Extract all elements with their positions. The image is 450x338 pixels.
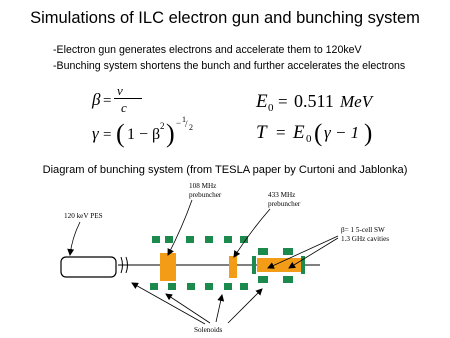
bullet-electron-gun: -Electron gun generates electrons and accelerate them to 120keV (53, 44, 362, 56)
solenoid-block (186, 236, 194, 243)
label-cavities-line1: β= 1 5-cell SW (341, 226, 385, 234)
label-solenoids: Solenoids (194, 326, 223, 334)
solenoid-block (168, 283, 176, 290)
e0-symbol: E (256, 91, 268, 112)
electron-gun-box (61, 257, 116, 277)
arrow-pes (70, 222, 80, 255)
t-e-symbol: E (293, 122, 305, 143)
prebuncher-108mhz (160, 253, 176, 281)
solenoid-block (240, 283, 248, 290)
beta-numerator: v (117, 83, 123, 98)
t-e-subscript: 0 (306, 133, 312, 145)
exponent-slash: / (185, 119, 188, 129)
arrow-solenoid-2 (166, 294, 210, 323)
beta-squared-exponent: 2 (160, 121, 165, 131)
right-paren: ) (364, 120, 373, 147)
exponent-denominator: 2 (189, 123, 193, 132)
exponent-numerator: 1 (182, 115, 186, 124)
equation-e0 (255, 91, 375, 114)
solenoid-block (224, 236, 232, 243)
arrow-108 (168, 200, 192, 255)
t-symbol: T (256, 122, 267, 143)
equals-sign: = (276, 123, 286, 142)
label-108-line1: 108 MHz (189, 182, 217, 190)
solenoid-block (187, 283, 195, 290)
solenoid-block (152, 236, 160, 243)
equals-sign: = (103, 127, 112, 143)
arrow-solenoid-4 (228, 289, 262, 323)
solenoid-block (205, 236, 213, 243)
solenoid-block (205, 283, 213, 290)
gamma-symbol: γ (92, 124, 99, 143)
e0-subscript: 0 (268, 102, 274, 114)
equation-kinetic-energy (256, 120, 372, 147)
solenoid-block (224, 283, 232, 290)
label-cavities-line2: 1.3 GHz cavities (341, 235, 390, 243)
solenoid-block (165, 236, 173, 243)
label-433-line2: prebuncher (268, 200, 301, 208)
equation-gamma (92, 115, 193, 148)
equals-sign: = (103, 93, 112, 109)
label-pes: 120 keV PES (64, 212, 103, 220)
left-paren: ( (116, 119, 125, 148)
e0-unit: MeV (340, 92, 373, 111)
t-inner: γ − 1 (324, 123, 360, 142)
e0-value: 0.511 (294, 91, 334, 111)
beta-symbol: β (92, 90, 101, 109)
arrow-cavity-2 (289, 238, 338, 268)
arrow-solenoid-3 (216, 295, 222, 322)
solenoid-block (283, 276, 293, 283)
right-paren: ) (166, 119, 175, 148)
equals-sign: = (278, 92, 288, 111)
minus-sign: − (176, 118, 182, 128)
slide-title: Simulations of ILC electron gun and bunching system (30, 9, 420, 27)
equation-beta (91, 83, 142, 115)
prebuncher-433mhz (229, 256, 237, 278)
beta-denominator: c (121, 100, 127, 115)
solenoid-block (258, 248, 268, 255)
bunching-system-diagram (61, 182, 389, 334)
label-433-line1: 433 MHz (268, 191, 296, 199)
left-paren: ( (314, 120, 323, 147)
solenoid-block (283, 248, 293, 255)
bullet-bunching-system: -Bunching system shortens the bunch and further accelerates the electrons (53, 60, 406, 72)
solenoid-block (150, 283, 158, 290)
label-108-line2: prebuncher (189, 191, 222, 199)
solenoid-block (258, 276, 268, 283)
gamma-body: 1 − β (127, 126, 161, 143)
diagram-caption: Diagram of bunching system (from TESLA paper by Curtoni and Jablonka) (42, 164, 408, 176)
cavity-end-piece (252, 256, 256, 274)
